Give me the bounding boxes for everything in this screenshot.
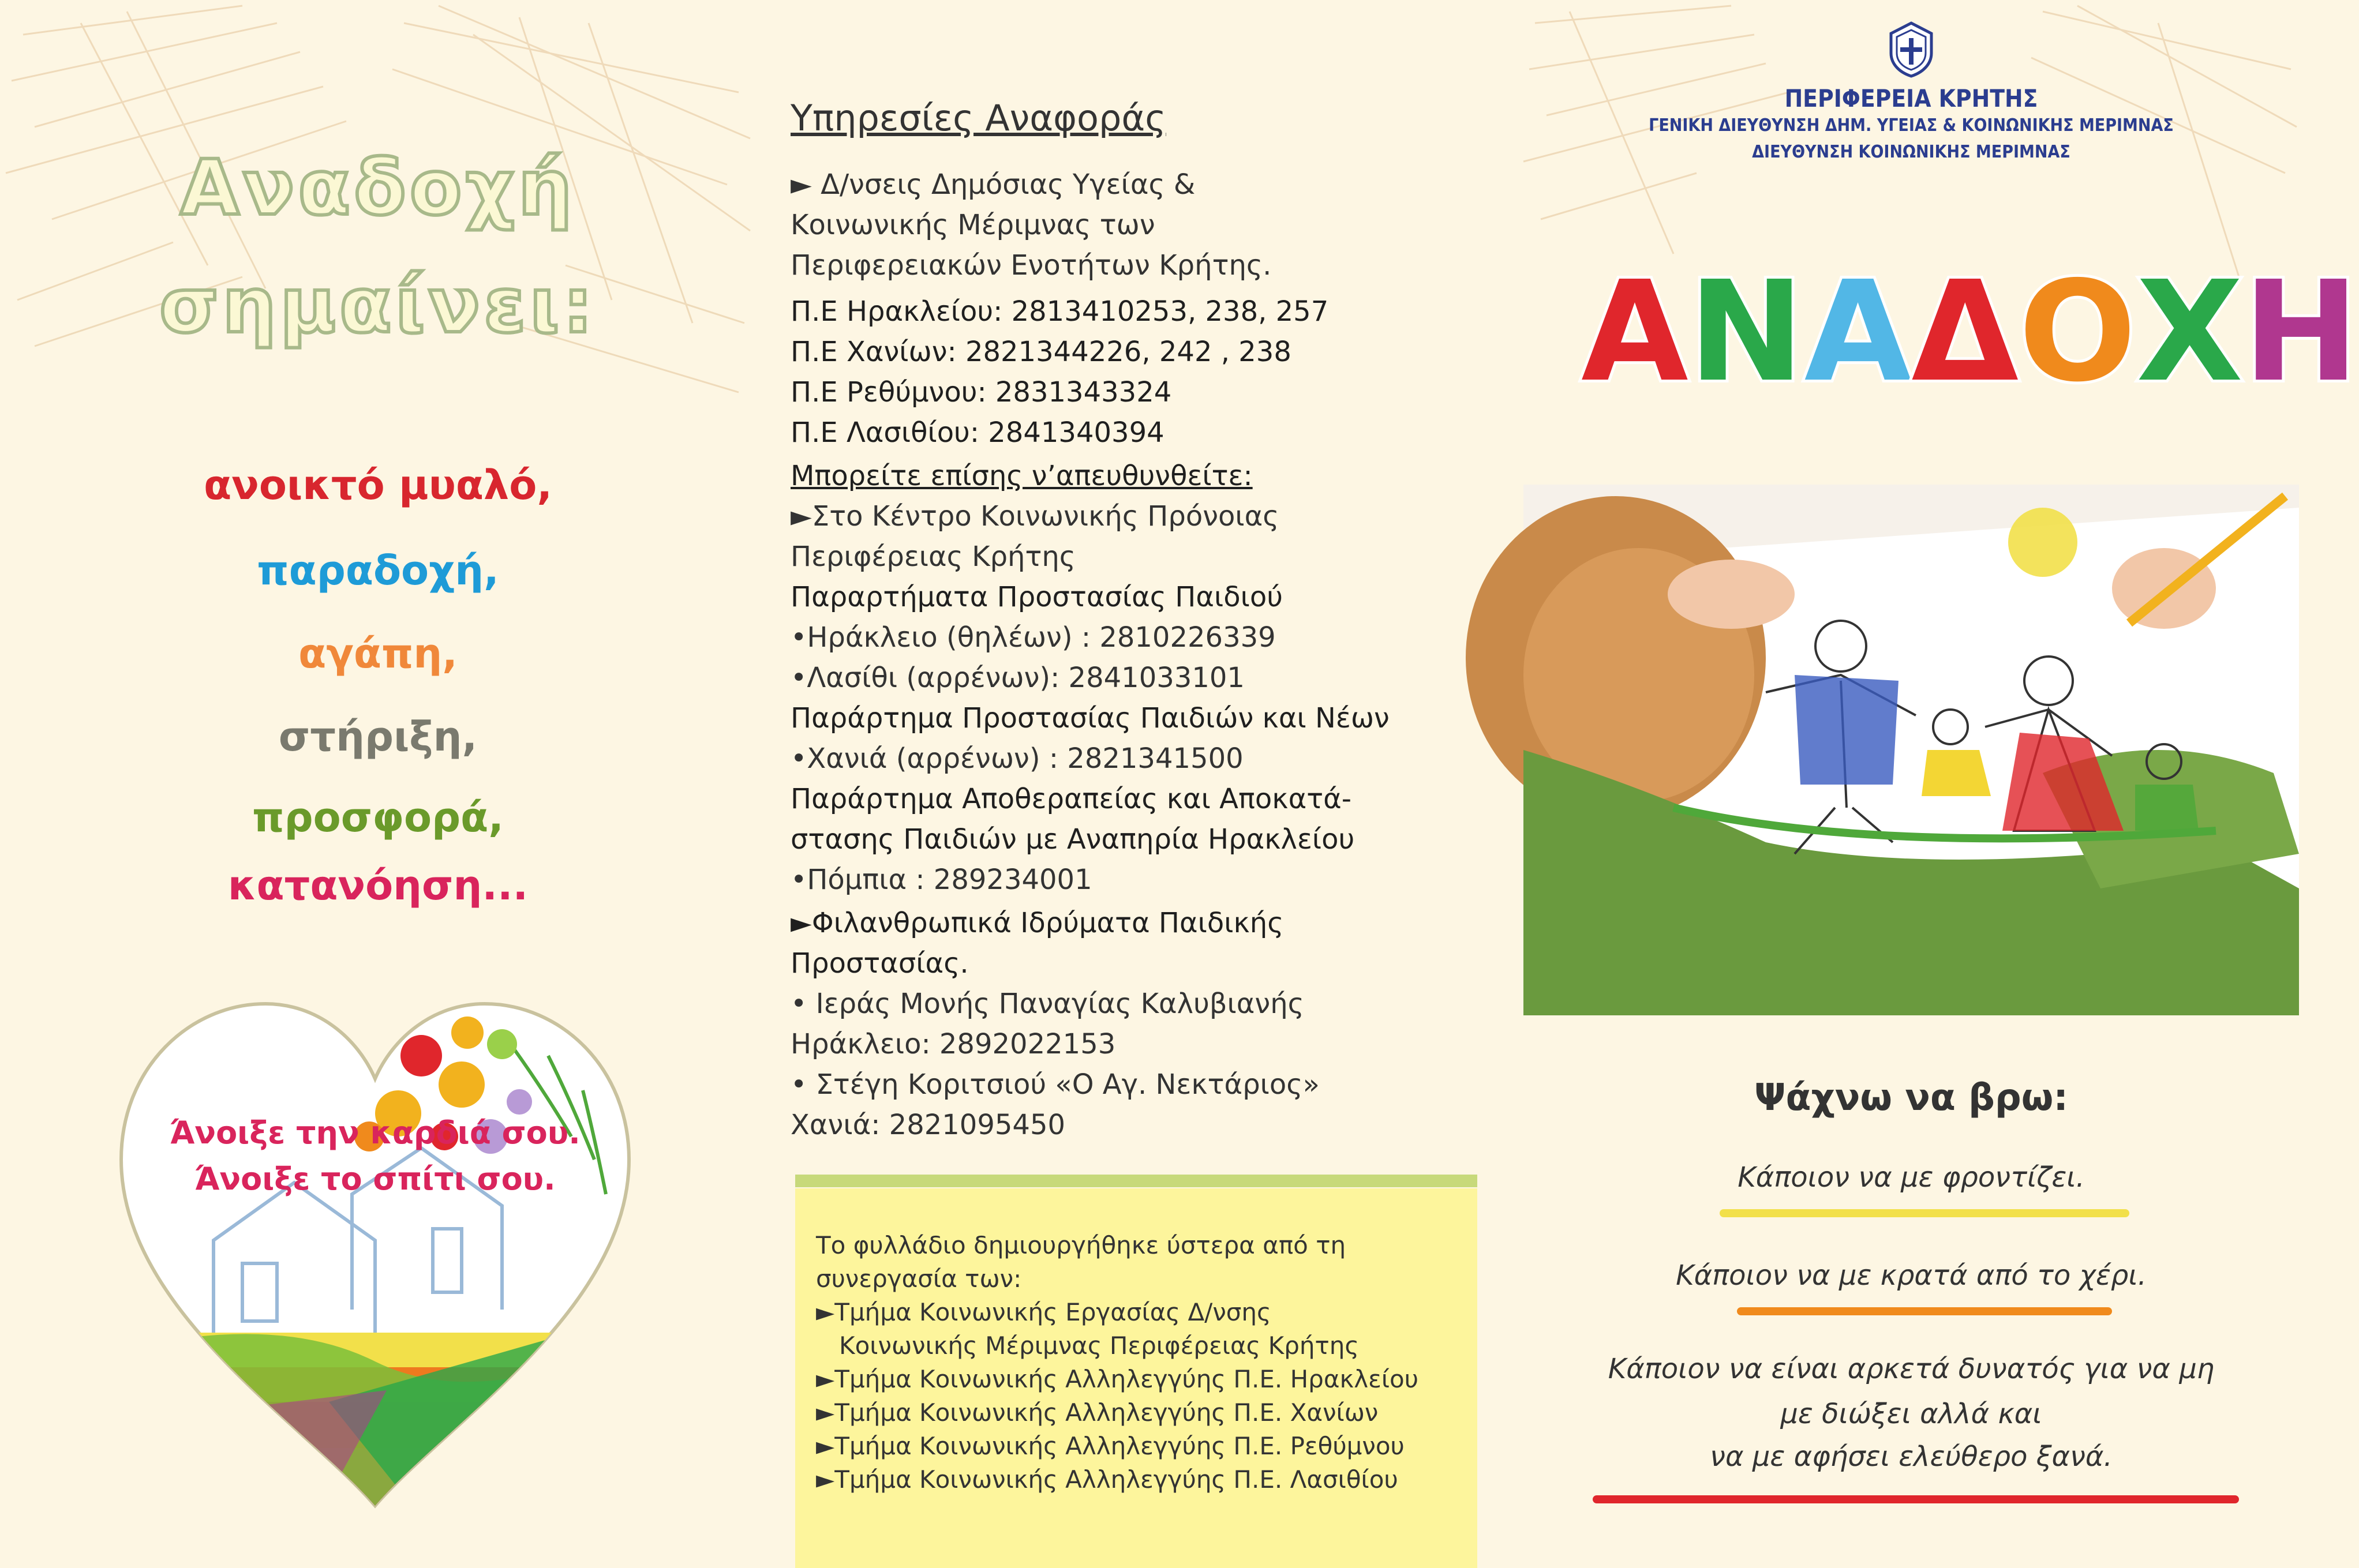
title-line-1: Αναδοχή [180, 144, 576, 232]
title-letter: Ο [2019, 251, 2137, 412]
mid-line: Περιφέρειας Κρήτης [791, 541, 1076, 573]
title-letter: Ν [1688, 251, 1804, 412]
word-love: αγάπη, [298, 630, 458, 677]
want-line-2: Κάποιον να με κρατά από το χέρι. [1676, 1259, 2147, 1292]
heart-text-line-2: Άνοιξε το σπίτι σου. [194, 1161, 556, 1197]
mid-line: • Στέγη Κοριτσιού «Ο Αγ. Νεκτάριος» [791, 1068, 1320, 1101]
mid-line: Παράρτημα Αποθεραπείας και Αποκατά- [791, 783, 1352, 815]
heart-text-line-1: Άνοιξε την καρδιά σου. [170, 1115, 581, 1151]
word-understanding: κατανόηση... [227, 862, 529, 909]
mid-line: Π.Ε Λασιθίου: 2841340394 [791, 417, 1164, 449]
org-name: ΠΕΡΙΦΕΡΕΙΑ ΚΡΗΤΗΣ [1784, 84, 2038, 112]
collab-line: ►Τμήμα Κοινωνικής Αλληλεγγύης Π.Ε. Λασιθίου [816, 1465, 1398, 1494]
collab-line: ►Τμήμα Κοινωνικής Αλληλεγγύης Π.Ε. Χανίων [816, 1398, 1379, 1427]
mid-line: Π.Ε Ηρακλείου: 2813410253, 238, 257 [791, 295, 1329, 328]
collab-line: ►Τμήμα Κοινωνικής Αλληλεγγύης Π.Ε. Ηρακλείου [816, 1365, 1419, 1393]
search-heading: Ψάχνω να βρω: [1754, 1076, 2068, 1119]
title-letter: Α [1581, 251, 1688, 412]
brush-stroke-orange [1737, 1307, 2112, 1315]
left-panel [0, 0, 756, 1568]
mid-line: ►Φιλανθρωπικά Ιδρύματα Παιδικής [791, 907, 1284, 939]
mid-line: •Λασίθι (αρρένων): 2841033101 [791, 662, 1245, 694]
mid-line: Κοινωνικής Μέριμνας των [791, 209, 1155, 241]
mid-line: Περιφερειακών Ενοτήτων Κρήτης. [791, 249, 1272, 282]
mid-line: • Ιεράς Μονής Παναγίας Καλυβιανής [791, 988, 1304, 1020]
brush-stroke-yellow [1720, 1209, 2129, 1217]
title-line-2: σημαίνει: [159, 261, 597, 350]
word-open-mind: ανοικτό μυαλό, [204, 462, 552, 509]
word-support: στήριξη, [278, 713, 478, 760]
want-line-1: Κάποιον να με φροντίζει. [1738, 1161, 2085, 1194]
mid-line: Ηράκλειο: 2892022153 [791, 1028, 1116, 1060]
mid-line: •Πόμπια : 289234001 [791, 864, 1092, 896]
want-line-3b: με διώξει αλλά και [1780, 1398, 2042, 1430]
want-line-3a: Κάποιον να είναι αρκετά δυνατός για να μη [1608, 1353, 2215, 1385]
collab-line: ►Τμήμα Κοινωνικής Εργασίας Δ/νσης [816, 1298, 1271, 1326]
mid-line: ►Στο Κέντρο Κοινωνικής Πρόνοιας [791, 500, 1279, 532]
mid-line: Μπορείτε επίσης ν’απευθυνθείτε: [791, 460, 1253, 492]
mid-line: ► Δ/νσεις Δημόσιας Υγείας & [791, 168, 1196, 201]
word-acceptance: παραδοχή, [257, 547, 499, 594]
mid-line: Π.Ε Χανίων: 2821344226, 242 , 238 [791, 336, 1291, 368]
mid-line: Χανιά: 2821095450 [791, 1109, 1066, 1141]
org-department: ΓΕΝΙΚΗ ΔΙΕΥΘΥΝΣΗ ΔΗΜ. ΥΓΕΙΑΣ & ΚΟΙΝΩΝΙΚΗΣ ΜΕΡΙΜΝΑΣ [1649, 115, 2174, 136]
collab-line: συνεργασία των: [816, 1265, 1022, 1293]
collab-line: Κοινωνικής Μέριμνας Περιφέρειας Κρήτης [816, 1331, 1360, 1360]
title-letter: Η [2243, 251, 2359, 412]
mid-line: Παράρτημα Προστασίας Παιδιών και Νέων [791, 702, 1390, 734]
collab-top-bar [795, 1175, 1477, 1187]
org-directorate: ΔΙΕΥΘΥΝΣΗ ΚΟΙΝΩΝΙΚΗΣ ΜΕΡΙΜΝΑΣ [1752, 142, 2070, 162]
title-letter: Δ [1911, 251, 2019, 412]
want-line-3c: να με αφήσει ελεύθερο ξανά. [1710, 1441, 2113, 1473]
word-offer: προσφορά, [252, 794, 504, 841]
collab-line: ►Τμήμα Κοινωνικής Αλληλεγγύης Π.Ε. Ρεθύμνου [816, 1432, 1405, 1460]
brush-stroke-red [1593, 1495, 2239, 1503]
services-heading: Υπηρεσίες Αναφοράς [791, 97, 1166, 139]
greek-emblem-icon [1888, 21, 1935, 78]
mid-line: Π.Ε Ρεθύμνου: 2831343324 [791, 376, 1172, 408]
right-panel [1523, 0, 2359, 1568]
child-drawing-photo [1523, 485, 2299, 1015]
title-letter: Α [1804, 251, 1912, 412]
middle-panel [756, 0, 1523, 1568]
anadoxi-title [1581, 251, 2359, 412]
mid-line: •Χανιά (αρρένων) : 2821341500 [791, 742, 1244, 775]
title-letter: Χ [2136, 251, 2244, 412]
collab-line: Το φυλλάδιο δημιουργήθηκε ύστερα από τη [816, 1231, 1346, 1259]
mid-line: Παραρτήματα Προστασίας Παιδιού [791, 581, 1283, 613]
heart-illustration [98, 986, 652, 1517]
mid-line: •Ηράκλειο (θηλέων) : 2810226339 [791, 621, 1276, 654]
mid-line: στασης Παιδιών με Αναπηρία Ηρακλείου [791, 823, 1355, 856]
mid-line: Προστασίας. [791, 947, 969, 980]
